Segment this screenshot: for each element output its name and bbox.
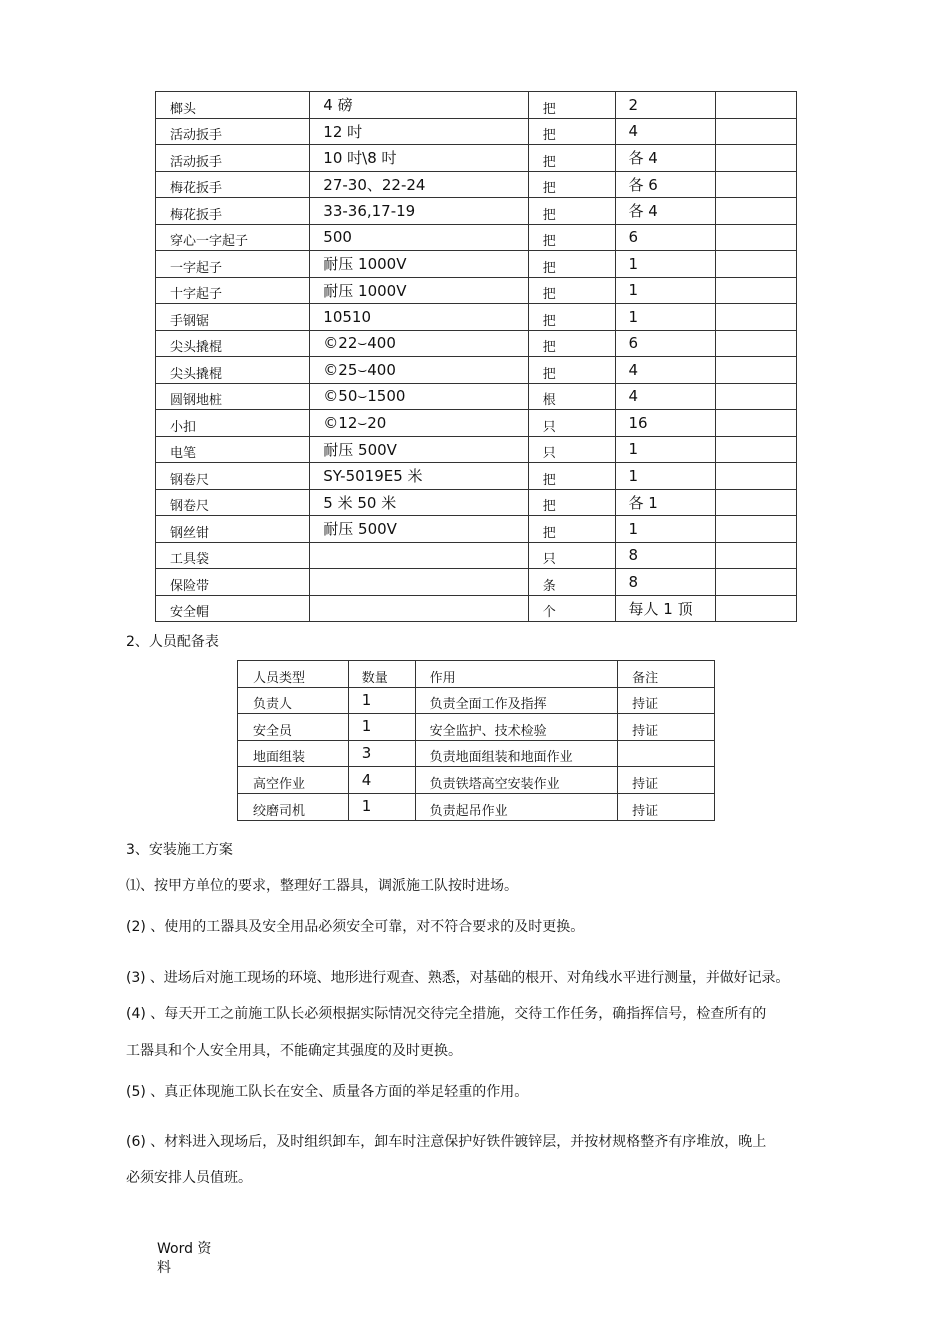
paragraph-5: (5) 、真正体现施工队长在安全、质量各方面的举足轻重的作用。 — [126, 1084, 529, 1100]
tool-note-cell — [715, 542, 796, 569]
section2-title: 2、人员配备表 — [126, 634, 219, 650]
tool-note-cell — [715, 489, 796, 516]
tool-note-cell — [715, 118, 796, 145]
tool-qty-cell: 各 4 — [616, 145, 715, 172]
tool-qty-cell: 1 — [616, 436, 715, 463]
tool-note-cell — [715, 145, 796, 172]
staff-row — [238, 714, 715, 741]
tool-row — [156, 516, 797, 543]
tool-qty-cell: 6 — [616, 330, 715, 357]
tool-qty-cell: 各 6 — [616, 171, 715, 198]
staff-type-cell: 负责人 — [238, 687, 349, 714]
tool-spec-cell: ©50⌣1500 — [310, 383, 528, 410]
tool-spec-cell — [310, 569, 528, 596]
tool-row — [156, 304, 797, 331]
staff-role-cell: 负责全面工作及指挥 — [415, 687, 618, 714]
staff-note-cell: 持证 — [618, 687, 715, 714]
tool-unit-cell: 把 — [528, 92, 616, 119]
tool-name-cell: 一字起子 — [156, 251, 310, 278]
staff-note-cell: 持证 — [618, 714, 715, 741]
tool-qty-cell: 1 — [616, 251, 715, 278]
staff-note-cell — [618, 740, 715, 767]
tool-qty-cell: 1 — [616, 304, 715, 331]
tool-unit-cell: 把 — [528, 463, 616, 490]
staff-note-cell: 持证 — [618, 793, 715, 820]
tool-row — [156, 569, 797, 596]
tool-spec-cell: ©22⌣400 — [310, 330, 528, 357]
tool-note-cell — [715, 330, 796, 357]
tools-table — [155, 91, 797, 622]
tool-qty-cell: 4 — [616, 118, 715, 145]
tool-name-cell: 活动扳手 — [156, 145, 310, 172]
tool-row — [156, 118, 797, 145]
tool-spec-cell: 耐压 500V — [310, 516, 528, 543]
tool-row — [156, 145, 797, 172]
tool-note-cell — [715, 277, 796, 304]
tool-spec-cell: SY-5019E5 米 — [310, 463, 528, 490]
tool-qty-cell: 2 — [616, 92, 715, 119]
tool-name-cell: 穿心一字起子 — [156, 224, 310, 251]
paragraph-1: ⑴、按甲方单位的要求，整理好工器具，调派施工队按时进场。 — [126, 878, 518, 894]
tool-qty-cell: 每人 1 顶 — [616, 595, 715, 622]
staff-role-cell: 负责铁塔高空安装作业 — [415, 767, 618, 794]
tool-row — [156, 463, 797, 490]
tool-unit-cell: 把 — [528, 277, 616, 304]
tool-unit-cell: 把 — [528, 118, 616, 145]
staff-type-cell: 高空作业 — [238, 767, 349, 794]
tool-row — [156, 436, 797, 463]
tool-qty-cell: 8 — [616, 569, 715, 596]
tool-unit-cell: 只 — [528, 436, 616, 463]
tool-unit-cell: 把 — [528, 145, 616, 172]
staff-count-cell: 1 — [348, 714, 415, 741]
tool-note-cell — [715, 92, 796, 119]
paragraph-6-line-2: 必须安排人员值班。 — [126, 1170, 252, 1186]
tool-row — [156, 595, 797, 622]
tool-name-cell: 电笔 — [156, 436, 310, 463]
tool-spec-cell: 耐压 1000V — [310, 277, 528, 304]
tool-name-cell: 梅花扳手 — [156, 198, 310, 225]
tool-name-cell: 梅花扳手 — [156, 171, 310, 198]
tool-note-cell — [715, 198, 796, 225]
tool-spec-cell: 500 — [310, 224, 528, 251]
tool-row — [156, 92, 797, 119]
tool-spec-cell: 5 米 50 米 — [310, 489, 528, 516]
tool-qty-cell: 6 — [616, 224, 715, 251]
tool-row — [156, 357, 797, 384]
tool-spec-cell: ©12⌣20 — [310, 410, 528, 437]
staff-type-cell: 安全员 — [238, 714, 349, 741]
tool-spec-cell — [310, 542, 528, 569]
staff-count-cell: 1 — [348, 793, 415, 820]
tool-qty-cell: 1 — [616, 277, 715, 304]
tool-note-cell — [715, 463, 796, 490]
tool-note-cell — [715, 383, 796, 410]
staff-count-cell: 3 — [348, 740, 415, 767]
tool-qty-cell: 各 4 — [616, 198, 715, 225]
tool-name-cell: 安全帽 — [156, 595, 310, 622]
tool-unit-cell: 把 — [528, 304, 616, 331]
tool-spec-cell: 耐压 500V — [310, 436, 528, 463]
tool-unit-cell: 把 — [528, 330, 616, 357]
tool-qty-cell: 各 1 — [616, 489, 715, 516]
tool-row — [156, 330, 797, 357]
staff-count-cell: 4 — [348, 767, 415, 794]
tool-name-cell: 尖头撬棍 — [156, 330, 310, 357]
tool-note-cell — [715, 251, 796, 278]
tool-spec-cell: ©25⌣400 — [310, 357, 528, 384]
tool-row — [156, 383, 797, 410]
tool-qty-cell: 16 — [616, 410, 715, 437]
staff-note-cell: 持证 — [618, 767, 715, 794]
tool-unit-cell: 根 — [528, 383, 616, 410]
section3-title: 3、安装施工方案 — [126, 842, 233, 858]
staff-row — [238, 687, 715, 714]
tool-unit-cell: 把 — [528, 357, 616, 384]
tool-row — [156, 489, 797, 516]
tool-qty-cell: 1 — [616, 463, 715, 490]
footer-label — [157, 1240, 211, 1278]
tool-row — [156, 224, 797, 251]
tool-name-cell: 钢卷尺 — [156, 463, 310, 490]
tool-note-cell — [715, 410, 796, 437]
tool-name-cell: 十字起子 — [156, 277, 310, 304]
footer-line-1: Word 资 — [157, 1241, 212, 1257]
footer-line-2: 料 — [157, 1260, 171, 1276]
tool-spec-cell: 耐压 1000V — [310, 251, 528, 278]
paragraph-4-line-1: (4) 、每天开工之前施工队长必须根据实际情况交待完全措施，交待工作任务，确指挥信号，检查所有的 — [126, 1006, 767, 1022]
tool-qty-cell: 4 — [616, 357, 715, 384]
tool-name-cell: 保险带 — [156, 569, 310, 596]
tool-name-cell: 手钢锯 — [156, 304, 310, 331]
tool-spec-cell: 12 吋 — [310, 118, 528, 145]
staff-count-cell: 1 — [348, 687, 415, 714]
tool-spec-cell: 4 磅 — [310, 92, 528, 119]
staff-type-cell: 绞磨司机 — [238, 793, 349, 820]
tool-name-cell: 榔头 — [156, 92, 310, 119]
tool-unit-cell: 把 — [528, 171, 616, 198]
tool-name-cell: 钢卷尺 — [156, 489, 310, 516]
tool-unit-cell: 把 — [528, 251, 616, 278]
tool-note-cell — [715, 595, 796, 622]
tool-note-cell — [715, 569, 796, 596]
tool-name-cell: 钢丝钳 — [156, 516, 310, 543]
tool-unit-cell: 把 — [528, 224, 616, 251]
tool-spec-cell: 33-36,17-19 — [310, 198, 528, 225]
tool-unit-cell: 只 — [528, 542, 616, 569]
staff-row — [238, 740, 715, 767]
tool-name-cell: 小扣 — [156, 410, 310, 437]
paragraph-3: (3) 、进场后对施工现场的环境、地形进行观查、熟悉，对基础的根开、对角线水平进行测量，并做好记录。 — [126, 970, 790, 986]
tool-unit-cell: 把 — [528, 198, 616, 225]
tool-name-cell: 活动扳手 — [156, 118, 310, 145]
tool-spec-cell: 27-30、22-24 — [310, 171, 528, 198]
tool-row — [156, 198, 797, 225]
staff-header-cell: 作用 — [415, 661, 618, 688]
tool-note-cell — [715, 436, 796, 463]
tool-name-cell: 尖头撬棍 — [156, 357, 310, 384]
tool-spec-cell — [310, 595, 528, 622]
tool-unit-cell: 条 — [528, 569, 616, 596]
tool-unit-cell: 把 — [528, 489, 616, 516]
tool-note-cell — [715, 304, 796, 331]
tool-note-cell — [715, 516, 796, 543]
staff-row — [238, 767, 715, 794]
paragraph-4-line-2: 工器具和个人安全用具，不能确定其强度的及时更换。 — [126, 1043, 462, 1059]
tool-unit-cell: 只 — [528, 410, 616, 437]
tool-name-cell: 圆钢地桩 — [156, 383, 310, 410]
tool-note-cell — [715, 171, 796, 198]
tool-note-cell — [715, 224, 796, 251]
paragraph-2: (2) 、使用的工器具及安全用品必须安全可靠，对不符合要求的及时更换。 — [126, 919, 585, 935]
staff-table — [237, 660, 715, 821]
tool-qty-cell: 8 — [616, 542, 715, 569]
tool-row — [156, 171, 797, 198]
tool-row — [156, 410, 797, 437]
paragraph-6-line-1: (6) 、材料进入现场后，及时组织卸车，卸车时注意保护好铁件镀锌层，并按材规格整齐有序堆放，晚上 — [126, 1134, 767, 1150]
tool-row — [156, 542, 797, 569]
staff-role-cell: 负责起吊作业 — [415, 793, 618, 820]
tool-note-cell — [715, 357, 796, 384]
staff-type-cell: 地面组装 — [238, 740, 349, 767]
tool-row — [156, 277, 797, 304]
staff-role-cell: 负责地面组装和地面作业 — [415, 740, 618, 767]
tool-spec-cell: 10 吋\8 吋 — [310, 145, 528, 172]
staff-header-cell: 人员类型 — [238, 661, 349, 688]
staff-role-cell: 安全监护、技术检验 — [415, 714, 618, 741]
tool-unit-cell: 个 — [528, 595, 616, 622]
tool-qty-cell: 4 — [616, 383, 715, 410]
staff-header-cell: 备注 — [618, 661, 715, 688]
tool-spec-cell: 10510 — [310, 304, 528, 331]
staff-row — [238, 793, 715, 820]
tool-name-cell: 工具袋 — [156, 542, 310, 569]
tool-unit-cell: 把 — [528, 516, 616, 543]
staff-header-row — [238, 661, 715, 688]
staff-header-cell: 数量 — [348, 661, 415, 688]
tool-qty-cell: 1 — [616, 516, 715, 543]
tool-row — [156, 251, 797, 278]
